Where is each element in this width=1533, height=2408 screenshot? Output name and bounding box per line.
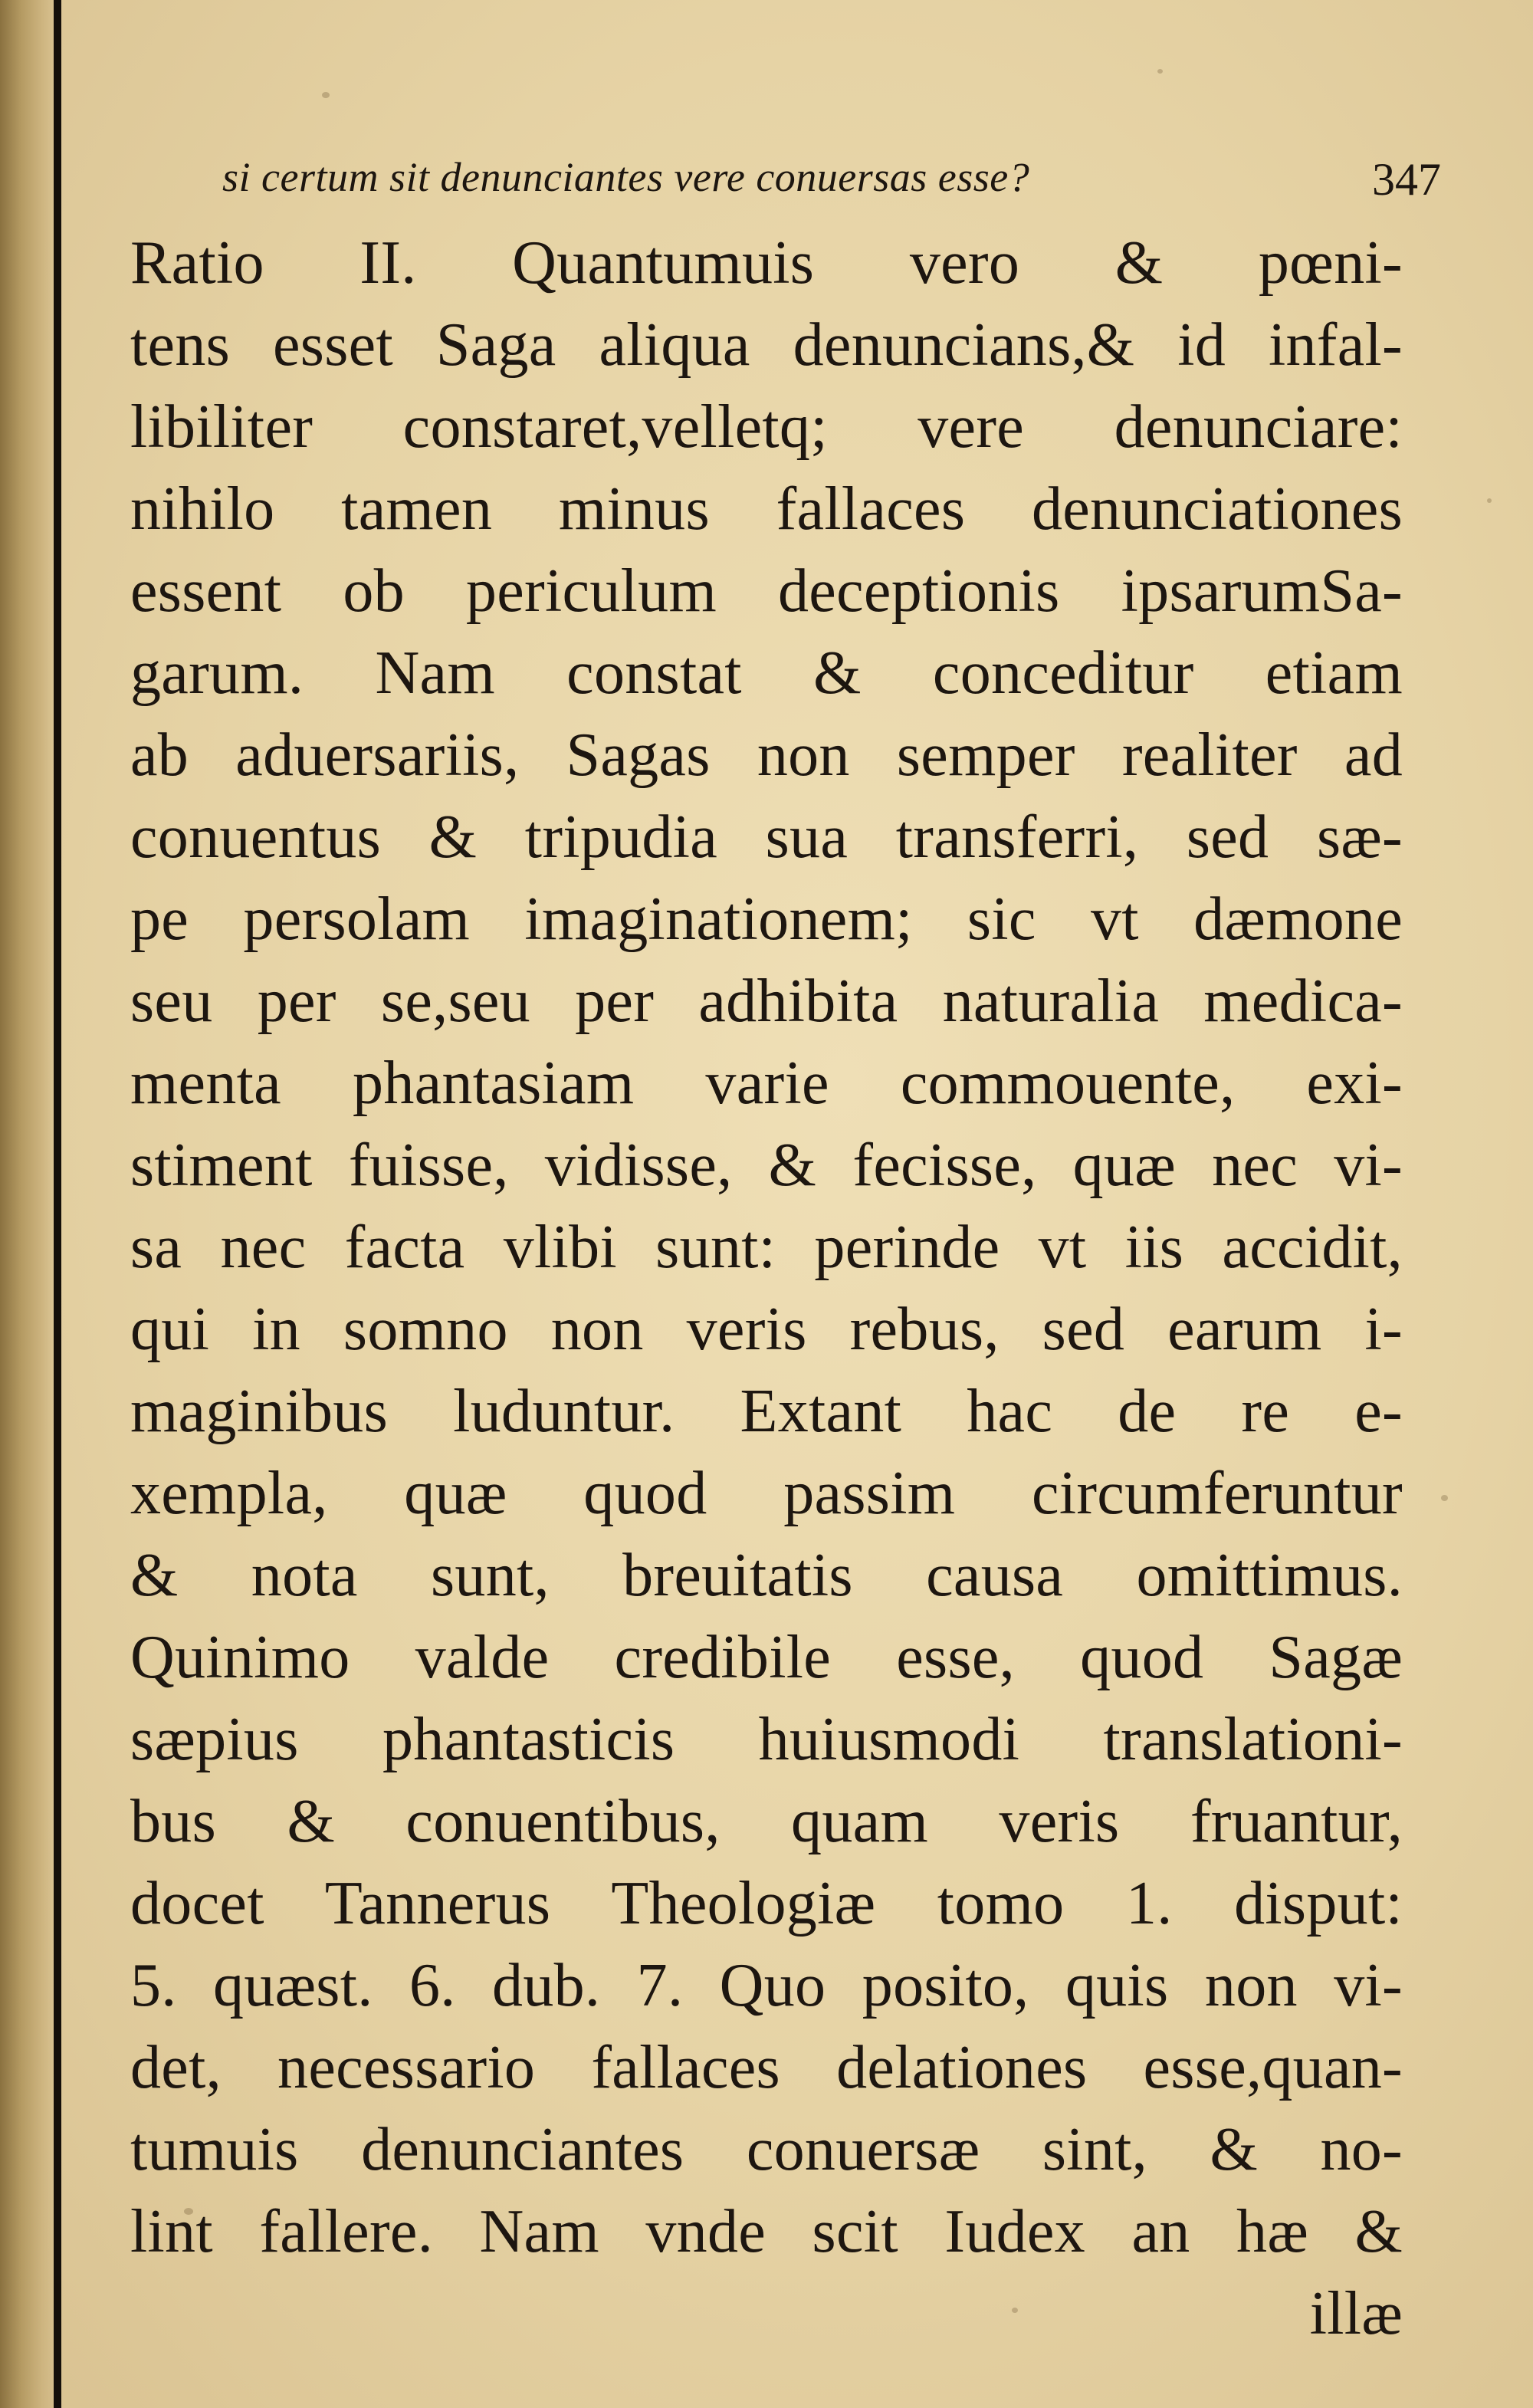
text-line: & nota sunt, breuitatis causa omittimus. [130, 1542, 1403, 1609]
text-line: seu per se,seu per adhibita naturalia medica- [130, 967, 1403, 1035]
paper-speck [1441, 1495, 1448, 1501]
text-line: Quinimo valde credibile esse, quod Sagæ [130, 1624, 1403, 1691]
text-line: ab aduersariis, Sagas non semper realiter ad [130, 721, 1403, 789]
page-number: 347 [1372, 154, 1441, 205]
catchword: illæ [1309, 2280, 1403, 2347]
text-line: docet Tannerus Theologiæ tomo 1. disput: [130, 1870, 1403, 1937]
text-line: 5. quæst. 6. dub. 7. Quo posito, quis non vi- [130, 1952, 1403, 2019]
text-line: tumuis denunciantes conuersæ sint, & no- [130, 2116, 1403, 2183]
paper-speck [1157, 69, 1163, 74]
text-line: sæpius phantasticis huiusmodi translationi- [130, 1706, 1403, 1773]
text-line: tens esset Saga aliqua denuncians,& id infal- [130, 311, 1403, 379]
page-header [222, 153, 1441, 215]
text-line: nihilo tamen minus fallaces denunciationes [130, 475, 1403, 543]
text-line: essent ob periculum deceptionis ipsarumSa- [130, 557, 1403, 625]
text-line: libiliter constaret,velletq; vere denunciare: [130, 393, 1403, 461]
page-gutter-shadow [0, 0, 60, 2408]
text-line: det, necessario fallaces delationes esse,quan- [130, 2034, 1403, 2101]
text-line: garum. Nam constat & conceditur etiam [130, 639, 1403, 707]
text-line: Ratio II. Quantumuis vero & pœni- [130, 229, 1403, 297]
body-text [130, 222, 1403, 2355]
text-line: qui in somno non veris rebus, sed earum i- [130, 1296, 1403, 1363]
running-head: si certum sit denunciantes vere conuersas esse? [222, 154, 1030, 200]
paper-speck [1487, 498, 1492, 503]
text-line: bus & conuentibus, quam veris fruantur, [130, 1788, 1403, 1855]
text-line: menta phantasiam varie commouente, exi- [130, 1050, 1403, 1117]
text-line: xempla, quæ quod passim circumferuntur [130, 1460, 1403, 1527]
text-line: stiment fuisse, vidisse, & fecisse, quæ nec vi- [130, 1132, 1403, 1199]
text-line: lint fallere. Nam vnde scit Iudex an hæ & [130, 2198, 1403, 2265]
text-line: conuentus & tripudia sua transferri, sed sæ- [130, 803, 1403, 871]
paper-speck [322, 92, 330, 98]
text-line: sa nec facta vlibi sunt: perinde vt iis accidit, [130, 1214, 1403, 1281]
text-line: pe persolam imaginationem; sic vt dæmone [130, 885, 1403, 953]
binding-edge-line [54, 0, 61, 2408]
text-line: maginibus luduntur. Extant hac de re e- [130, 1378, 1403, 1445]
